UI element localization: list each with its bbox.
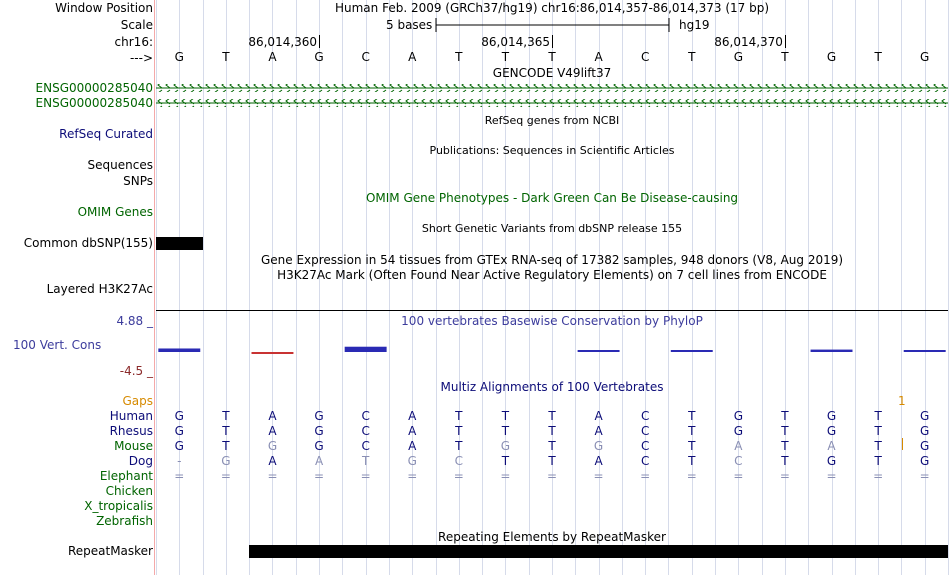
alignment-base: G: [920, 439, 930, 453]
gaps-label[interactable]: Gaps: [122, 394, 153, 408]
alignment-base: T: [548, 454, 556, 468]
refseq-track-title: RefSeq genes from NCBI: [484, 114, 620, 127]
alignment-base: C: [361, 409, 370, 423]
chrom-label: chr16:: [114, 35, 153, 49]
alignment-base: =: [220, 469, 231, 483]
species-label-mouse[interactable]: Mouse: [114, 439, 153, 453]
alignment-base: T: [222, 409, 230, 423]
repeatmasker-element[interactable]: [249, 545, 948, 558]
alignment-base: T: [455, 424, 463, 438]
alignment-base: =: [500, 469, 511, 483]
alignment-base: -: [177, 454, 182, 468]
alignment-base: A: [408, 409, 417, 423]
alignment-base: G: [826, 454, 837, 468]
snps-label[interactable]: SNPs: [123, 174, 153, 188]
alignment-base: T: [781, 424, 789, 438]
alignment-base: G: [314, 424, 324, 438]
phylop-track-label[interactable]: 100 Vert. Cons: [13, 338, 102, 352]
base-letter: C: [640, 50, 650, 64]
alignment-base: =: [593, 469, 604, 483]
alignment-base: G: [314, 409, 324, 423]
layered-h3k27ac-label[interactable]: Layered H3K27Ac: [46, 282, 153, 296]
alignment-base: =: [174, 469, 185, 483]
alignment-base: C: [640, 439, 650, 453]
alignment-base: T: [548, 439, 556, 453]
base-letter: G: [174, 50, 184, 64]
base-letter: T: [548, 50, 556, 64]
alignment-base: T: [501, 424, 510, 438]
phylop-bar: [811, 350, 853, 352]
alignment-base: =: [453, 469, 464, 483]
alignment-base: A: [594, 424, 603, 438]
alignment-base: =: [686, 469, 697, 483]
window-position-value: Human Feb. 2009 (GRCh37/hg19) chr16:86,014,357-86,014,373 (17 bp): [334, 1, 769, 15]
coordinate-label: 86,014,370: [714, 35, 783, 49]
species-label-dog[interactable]: Dog: [128, 454, 153, 468]
scale-bar-text: 5 bases: [386, 18, 433, 32]
alignment-base: A: [734, 439, 743, 453]
base-letter: T: [455, 50, 463, 64]
h3k27ac-baseline: [156, 310, 948, 311]
coordinate-label: 86,014,365: [481, 35, 550, 49]
gaps-mark: 1: [898, 394, 906, 408]
coordinate-tick: [319, 35, 320, 48]
alignment-base: =: [919, 469, 930, 483]
alignment-base: T: [361, 454, 370, 468]
alignment-base: =: [779, 469, 790, 483]
base-letter: A: [594, 50, 603, 64]
alignment-base: T: [688, 439, 696, 453]
alignment-base: T: [688, 409, 696, 423]
phylop-bar: [578, 350, 620, 352]
alignment-base: A: [594, 454, 603, 468]
phylop-bar: [158, 348, 200, 352]
alignment-base: G: [267, 439, 278, 453]
window-position-label: Window Position: [55, 1, 153, 15]
dbsnp-variant-block[interactable]: [156, 237, 203, 250]
alignment-base: T: [688, 424, 696, 438]
alignment-base: C: [361, 439, 370, 453]
alignment-base: A: [268, 409, 277, 423]
alignment-base: T: [781, 454, 789, 468]
alignment-base: G: [826, 409, 837, 423]
species-label-x_tropicalis[interactable]: X_tropicalis: [84, 499, 153, 513]
alignment-base: G: [920, 424, 930, 438]
dbsnp-track-title: Short Genetic Variants from dbSNP release 155: [421, 222, 683, 235]
alignment-base: T: [874, 424, 882, 438]
base-letter: T: [501, 50, 510, 64]
gtex-track-title: Gene Expression in 54 tissues from GTEx RNA-seq of 17382 samples, 948 donors (V8, Aug 2019): [260, 253, 844, 267]
alignment-base: C: [361, 424, 370, 438]
coordinate-tick: [785, 35, 786, 48]
repeatmasker-track-title: Repeating Elements by RepeatMasker: [438, 530, 666, 544]
phylop-max-label: 4.88 _: [116, 314, 153, 328]
alignment-base: =: [873, 469, 884, 483]
alignment-base: =: [546, 469, 558, 483]
alignment-base: =: [826, 469, 837, 483]
species-label-elephant[interactable]: Elephant: [99, 469, 153, 483]
omim-track-title: OMIM Gene Phenotypes - Dark Green Can Be Disease-causing: [365, 191, 739, 205]
alignment-base: T: [781, 439, 789, 453]
base-letter: T: [874, 50, 882, 64]
base-letter: T: [688, 50, 696, 64]
phylop-bar: [671, 350, 713, 352]
alignment-base: T: [222, 424, 230, 438]
gencode-track-title: GENCODE V49lift37: [492, 66, 612, 80]
alignment-base: =: [314, 469, 325, 483]
mouse-gap-marker: [902, 438, 903, 450]
gencode-item-1-label[interactable]: ENSG00000285040: [35, 81, 153, 95]
alignment-base: G: [314, 439, 324, 453]
gencode-item-2-label[interactable]: ENSG00000285040: [35, 96, 153, 110]
alignment-base: G: [733, 424, 743, 438]
base-letter: C: [361, 50, 370, 64]
refseq-curated-label[interactable]: RefSeq Curated: [59, 127, 153, 141]
alignment-base: A: [314, 454, 324, 468]
omim-genes-label[interactable]: OMIM Genes: [77, 205, 153, 219]
species-label-zebrafish[interactable]: Zebrafish: [96, 514, 153, 528]
base-letter: T: [222, 50, 230, 64]
coordinate-tick: [552, 35, 553, 48]
alignment-base: =: [407, 469, 418, 483]
alignment-base: G: [407, 454, 417, 468]
publications-track-title: Publications: Sequences in Scientific Articles: [429, 144, 675, 157]
alignment-base: G: [920, 454, 930, 468]
alignment-base: A: [594, 409, 603, 423]
phylop-bar: [345, 347, 387, 352]
species-label-rhesus[interactable]: Rhesus: [109, 424, 153, 438]
base-letter: T: [781, 50, 789, 64]
alignment-base: A: [268, 424, 277, 438]
strand-label: --->: [129, 51, 153, 65]
alignment-base: T: [688, 454, 696, 468]
phylop-min-label: -4.5 _: [119, 364, 153, 378]
alignment-base: G: [500, 439, 511, 453]
base-letter: A: [268, 50, 277, 64]
sequences-label[interactable]: Sequences: [87, 158, 153, 172]
alignment-base: A: [408, 424, 417, 438]
repeatmasker-label[interactable]: RepeatMasker: [67, 544, 153, 558]
alignment-base: G: [174, 439, 184, 453]
alignment-base: T: [548, 409, 556, 423]
alignment-base: T: [222, 439, 230, 453]
alignment-base: C: [734, 454, 743, 468]
alignment-base: G: [174, 409, 184, 423]
alignment-base: =: [267, 469, 278, 483]
alignment-base: G: [593, 439, 604, 453]
phylop-conservation-plot[interactable]: [156, 330, 948, 375]
base-letter: G: [733, 50, 743, 64]
alignment-base: C: [640, 409, 650, 423]
gencode-gene-models[interactable]: [156, 81, 948, 111]
alignment-base: A: [827, 439, 836, 453]
alignment-base: T: [501, 409, 510, 423]
base-letter: G: [920, 50, 930, 64]
alignment-base: T: [455, 409, 463, 423]
species-label-human[interactable]: Human: [109, 409, 153, 423]
alignment-base: =: [733, 469, 744, 483]
species-label-chicken[interactable]: Chicken: [105, 484, 153, 498]
label-separator-line: [154, 0, 155, 575]
alignment-base: G: [221, 454, 231, 468]
phylop-bar: [252, 352, 294, 354]
phylop-bar: [904, 350, 946, 352]
base-letter: A: [408, 50, 417, 64]
alignment-base: G: [920, 409, 930, 423]
alignment-base: T: [455, 439, 463, 453]
alignment-base: C: [640, 454, 650, 468]
alignment-base: T: [874, 409, 882, 423]
multiz-track-title: Multiz Alignments of 100 Vertebrates: [440, 380, 664, 394]
alignment-base: T: [548, 424, 556, 438]
base-letter: G: [314, 50, 324, 64]
alignment-base: =: [360, 469, 371, 483]
base-letter: G: [826, 50, 837, 64]
alignment-base: T: [874, 439, 882, 453]
alignment-base: G: [733, 409, 743, 423]
phylop-track-title: 100 vertebrates Basewise Conservation by PhyloP: [401, 314, 703, 328]
alignment-base: T: [781, 409, 789, 423]
alignment-base: A: [268, 454, 277, 468]
h3k27ac-track-title: H3K27Ac Mark (Often Found Near Active Regulatory Elements) on 7 cell lines from ENCODE: [277, 268, 827, 282]
scale-bar: [435, 16, 671, 34]
scale-label: Scale: [120, 18, 153, 32]
scale-assembly: hg19: [679, 18, 710, 32]
alignment-base: G: [174, 424, 184, 438]
alignment-base: C: [454, 454, 463, 468]
alignment-base: C: [640, 424, 650, 438]
alignment-base: G: [826, 424, 837, 438]
coordinate-label: 86,014,360: [248, 35, 318, 49]
common-dbsnp-label[interactable]: Common dbSNP(155): [23, 236, 153, 250]
alignment-base: T: [874, 454, 882, 468]
grid-line: [948, 0, 949, 575]
alignment-base: A: [408, 439, 417, 453]
alignment-base: =: [640, 469, 651, 483]
alignment-base: T: [501, 454, 510, 468]
